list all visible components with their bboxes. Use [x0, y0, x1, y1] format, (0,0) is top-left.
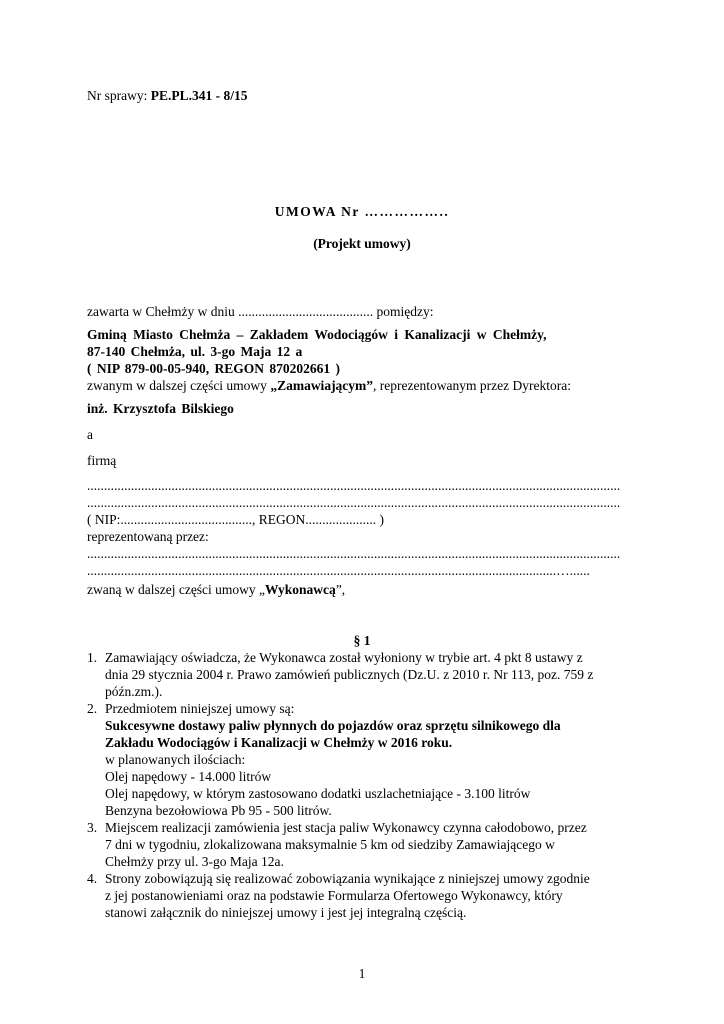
item-text-line: Olej napędowy - 14.000 litrów	[105, 769, 272, 784]
item-text-line: Chełmży przy ul. 3-go Maja 12a.	[105, 854, 284, 869]
contractor-name: Wykonawcą	[265, 582, 336, 597]
item-text-line: 7 dni w tygodniu, zlokalizowana maksymalnie 5 km od siedziby Zamawiającego w	[105, 837, 555, 852]
case-number-value: PE.PL.341 - 8/15	[150, 88, 248, 103]
and-word: a	[87, 427, 93, 442]
contract-subtitle: (Projekt umowy)	[313, 236, 411, 251]
list-item	[87, 819, 647, 870]
firm-label: firmą	[87, 453, 117, 468]
concluded-line: zawarta w Chełmży w dniu ........................................ pomiędzy:	[87, 304, 434, 319]
page-number: 1	[358, 966, 366, 981]
item-number: 4.	[87, 871, 98, 886]
contractor-suffix: ”,	[335, 582, 346, 597]
firm-dots-line-2: ..............................................................................................................................................................	[87, 495, 621, 510]
list-item	[87, 649, 647, 700]
represented-dots-line-2: ...........................................................................................................................................…......	[87, 563, 590, 578]
contractor-prefix: zwaną w dalszej części umowy „	[87, 582, 266, 597]
item-text-line: stanowi załącznik do niniejszej umowy i jest jej integralną częścią.	[105, 905, 467, 920]
called-employer-line	[87, 377, 571, 394]
party1-name: Gminą Miasto Chełmża – Zakładem Wodociągów i Kanalizacji w Chełmży,	[87, 327, 547, 342]
director-name: inż. Krzysztofa Bilskiego	[87, 401, 234, 416]
contract-title: UMOWA Nr ……………..	[274, 204, 450, 219]
item-number: 2.	[87, 701, 98, 716]
case-number-line	[87, 87, 248, 104]
item-text-line: Miejscem realizacji zamówienia jest stacja paliw Wykonawcy czynna całodobowo, przez	[105, 820, 587, 835]
item-subject-line: Sukcesywne dostawy paliw płynnych do pojazdów oraz sprzętu silnikowego dla	[105, 718, 561, 733]
represented-dots-line-1: ..............................................................................................................................................................	[87, 546, 621, 561]
item-text-line: Przedmiotem niniejszej umowy są:	[105, 701, 295, 716]
item-text-line: Olej napędowy, w którym zastosowano dodatki uszlachetniające - 3.100 litrów	[105, 786, 531, 801]
called-prefix: zwanym w dalszej części umowy	[87, 378, 271, 393]
item-text-line: z jej postanowieniami oraz na podstawie Formularza Ofertowego Wykonawcy, który	[105, 888, 563, 903]
item-text-line: Benzyna bezołowiowa Pb 95 - 500 litrów.	[105, 803, 332, 818]
item-text-line: dnia 29 stycznia 2004 r. Prawo zamówień publicznych (Dz.U. z 2010 r. Nr 113, poz. 759 z	[105, 667, 594, 682]
party1-address: 87-140 Chełmża, ul. 3-go Maja 12 a	[87, 344, 303, 359]
represented-by-label: reprezentowaną przez:	[87, 529, 209, 544]
called-contractor-line	[87, 581, 345, 598]
item-text-line: późn.zm.).	[105, 684, 163, 699]
firm-dots-line-1: ..............................................................................................................................................................	[87, 478, 621, 493]
party1-nip-regon: ( NIP 879-00-05-940, REGON 870202661 )	[87, 361, 340, 376]
item-number: 1.	[87, 650, 98, 665]
firm-nip-regon: ( NIP:......................................., REGON..................... )	[87, 512, 384, 527]
item-text-line: Strony zobowiązują się realizować zobowiązania wynikające z niniejszej umowy zgodnie	[105, 871, 590, 886]
item-subject-line: Zakładu Wodociągów i Kanalizacji w Chełmży w 2016 roku.	[105, 735, 453, 750]
called-suffix: , reprezentowanym przez Dyrektora:	[373, 378, 571, 393]
item-text-line: Zamawiający oświadcza, że Wykonawca został wyłoniony w trybie art. 4 pkt 8 ustawy z	[105, 650, 583, 665]
section-1-heading: § 1	[353, 633, 371, 648]
called-employer-name: „Zamawiającym”	[270, 378, 374, 393]
list-item	[87, 870, 647, 921]
case-number-label: Nr sprawy:	[87, 88, 151, 103]
item-text-line: w planowanych ilościach:	[105, 752, 246, 767]
list-item	[87, 700, 647, 819]
item-number: 3.	[87, 820, 98, 835]
section-1-list	[87, 649, 647, 921]
